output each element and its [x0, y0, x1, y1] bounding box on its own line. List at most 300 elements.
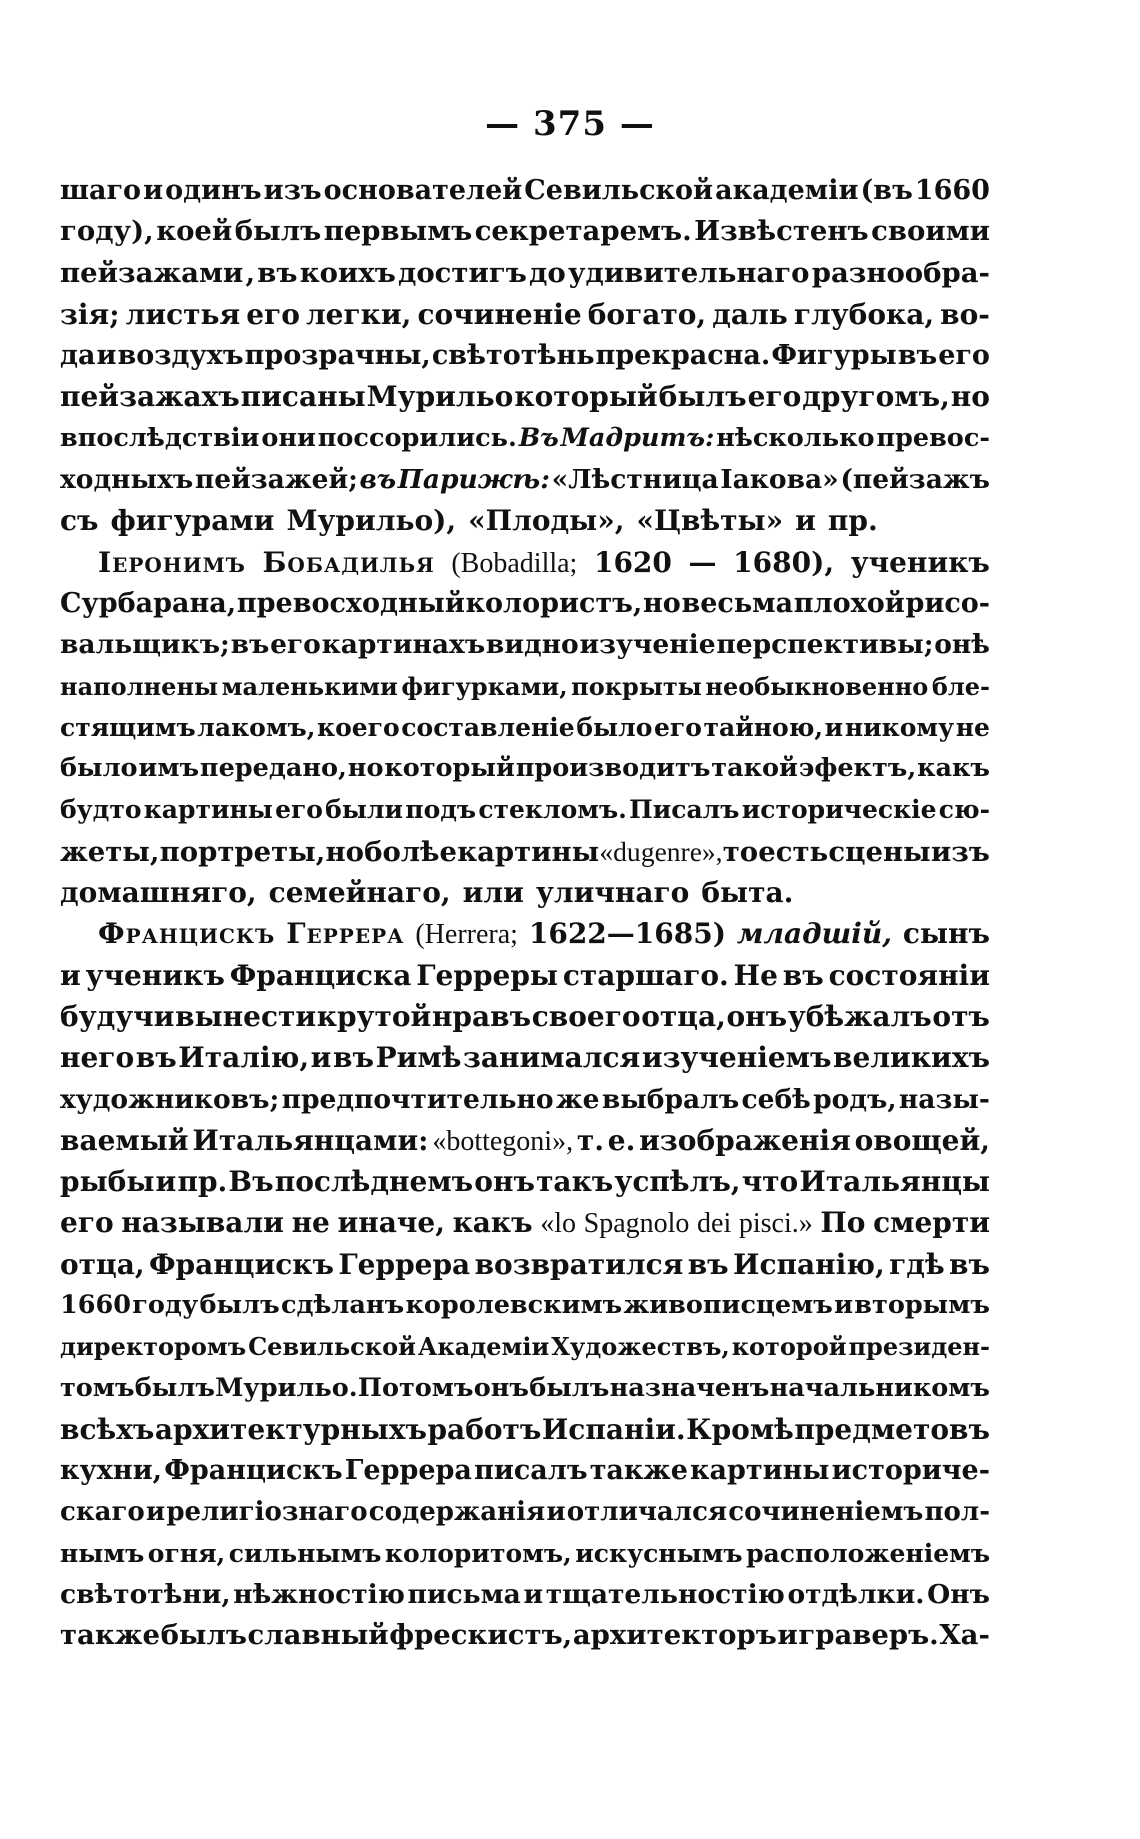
word: всѣхъ: [60, 1412, 155, 1446]
word: пейзажами: [60, 256, 244, 289]
text-line: [60, 1037, 990, 1078]
word: Spagnolo: [583, 1208, 690, 1240]
word: предпочтительно: [281, 1083, 554, 1115]
text-line: [60, 211, 990, 252]
word: видно: [485, 629, 579, 661]
word: Въ: [518, 422, 559, 453]
word: они: [261, 422, 316, 453]
word: передано,: [199, 753, 347, 784]
text-line: [60, 1450, 990, 1491]
word: историческіе: [741, 795, 937, 825]
word: успѣлъ,: [614, 1165, 741, 1199]
word: содержанія: [368, 1496, 546, 1527]
word: сдѣланъ: [280, 1290, 405, 1321]
text-line: [60, 1161, 990, 1202]
word: такой: [711, 753, 798, 784]
word: онъ: [726, 999, 788, 1033]
text-line: [60, 1615, 990, 1656]
text-line: [60, 1202, 990, 1243]
word: картины: [690, 1455, 830, 1487]
word: genre»,: [640, 835, 723, 867]
word: никому: [844, 712, 955, 742]
word: въ: [782, 958, 824, 992]
word: Академіи: [417, 1332, 550, 1362]
word: Фигуры: [771, 340, 897, 372]
word: изъ: [930, 835, 990, 868]
word: живописцемъ: [623, 1290, 833, 1321]
text-line: [60, 1409, 990, 1450]
text-line: [60, 831, 990, 872]
word: скаго: [60, 1496, 145, 1527]
word: подъ: [405, 795, 477, 825]
text-line: [60, 542, 990, 583]
word: прозрачны,: [244, 340, 431, 372]
word: и: [777, 1619, 798, 1652]
word: Сурбарана,: [60, 587, 237, 619]
text-line: [60, 583, 990, 624]
word: (въ: [860, 175, 913, 206]
word: архитекторъ: [572, 1619, 777, 1652]
word: и: [143, 175, 164, 206]
word: писаны: [240, 380, 366, 414]
word: Геррера: [338, 1247, 471, 1281]
word: также: [589, 1455, 688, 1487]
word: эфектъ,: [798, 753, 917, 784]
word: 1660: [60, 1290, 131, 1321]
word: есть: [758, 835, 829, 868]
word: листья: [125, 297, 241, 331]
word: Художествъ,: [551, 1332, 730, 1362]
word: сынъ: [902, 917, 990, 951]
word: плохой: [793, 587, 905, 619]
word: впослѣдствіи: [60, 422, 260, 453]
word: онъ: [474, 1165, 535, 1199]
word: пр.: [827, 504, 878, 538]
word: картинахъ: [321, 629, 486, 661]
word: нѣсколько: [716, 422, 875, 453]
word: пр.: [177, 1165, 228, 1199]
text-line: [60, 294, 990, 335]
word: Мурильо),: [286, 504, 457, 538]
word: выбралъ: [601, 1083, 740, 1115]
word: е.: [607, 1123, 636, 1157]
text-line: [60, 748, 990, 789]
word: кухни,: [60, 1455, 163, 1487]
word: легки,: [305, 297, 412, 331]
word: одинъ: [165, 175, 262, 206]
word: рыбы: [60, 1165, 155, 1199]
word: его: [270, 629, 321, 661]
word: Итальянцы: [799, 1165, 990, 1199]
text-line: [60, 376, 990, 417]
word: коей: [156, 215, 233, 248]
word: фрескистъ,: [389, 1619, 573, 1652]
word: рисо-: [905, 587, 990, 619]
word: Францискъ: [164, 1455, 343, 1487]
word: первымъ: [323, 215, 473, 248]
word: его: [60, 1206, 114, 1240]
word: его: [747, 380, 802, 414]
text-line: [60, 872, 990, 913]
word: Кромѣ: [686, 1412, 794, 1446]
word: отъ: [932, 999, 990, 1033]
word: и: [60, 958, 81, 992]
text-line: [60, 666, 990, 707]
word: болѣе: [364, 835, 458, 868]
word: было: [60, 753, 138, 784]
word: что: [741, 1165, 799, 1199]
word: Итальянцами:: [192, 1123, 429, 1157]
word: изученіе: [579, 629, 716, 661]
word: какъ: [452, 1206, 533, 1240]
word: Извѣстенъ: [694, 215, 869, 248]
word: тайною,: [703, 712, 824, 742]
word: Мурильо.: [215, 1372, 358, 1403]
word: изъ: [263, 175, 322, 206]
word: занимался: [463, 1041, 641, 1075]
word: секретаремъ.: [474, 215, 692, 248]
word: маленькими: [221, 671, 398, 701]
word: въ: [257, 256, 298, 289]
word: сцены: [828, 835, 931, 868]
text-line: [60, 1574, 990, 1615]
word: великихъ: [833, 1041, 990, 1075]
word: королевскимъ: [405, 1290, 623, 1321]
word: Потомъ: [357, 1372, 474, 1403]
word: назы-: [898, 1083, 990, 1115]
word: работъ: [427, 1412, 542, 1446]
word: возвратился: [474, 1247, 684, 1281]
word: нымъ: [60, 1538, 145, 1568]
word: историче-: [831, 1455, 990, 1487]
word: директоромъ: [60, 1332, 247, 1362]
word: изображенія: [639, 1123, 851, 1157]
word: Севильской: [524, 175, 714, 206]
word: бле-: [931, 671, 990, 701]
text-line: [60, 418, 990, 459]
word: огня,: [147, 1538, 226, 1568]
word: сильнымъ: [228, 1538, 382, 1568]
word: начальникомъ: [769, 1372, 990, 1403]
word: ,: [245, 256, 256, 289]
word: его: [246, 297, 300, 331]
word: художниковъ;: [60, 1083, 280, 1115]
word: коего: [317, 712, 400, 742]
word: Бобадилья: [262, 545, 435, 579]
text-line: [60, 1368, 990, 1409]
word: убѣжалъ: [787, 999, 932, 1033]
word: свѣтотѣнь: [431, 340, 595, 372]
word: которой: [731, 1332, 847, 1362]
word: «Плоды»,: [468, 504, 625, 538]
word: прекрасна.: [595, 340, 771, 372]
word: т.: [576, 1123, 604, 1157]
text-line: [60, 955, 990, 996]
word: старшаго.: [562, 958, 729, 992]
word: Парижѣ:: [397, 464, 551, 496]
word: томъ: [60, 1372, 135, 1403]
word: его: [275, 795, 323, 825]
word: сочиненіемъ: [728, 1496, 924, 1527]
word: и: [834, 1290, 853, 1321]
word: 1660: [914, 175, 990, 206]
word: въ: [897, 340, 938, 372]
word: Севильской: [248, 1332, 416, 1362]
word: Мурильо: [366, 380, 514, 414]
word: своими: [871, 215, 990, 248]
word: перспективы;: [716, 629, 934, 661]
word: себѣ: [741, 1083, 811, 1115]
word: будучи: [60, 999, 175, 1033]
text-line: [60, 253, 990, 294]
word: но: [642, 587, 681, 619]
word: весьма: [681, 587, 794, 619]
word: до: [529, 256, 566, 289]
word: его: [938, 340, 990, 372]
word: нѣжностію: [233, 1579, 405, 1611]
word: основателей: [323, 175, 523, 206]
word: президен-: [848, 1332, 990, 1362]
word: искуснымъ: [575, 1538, 743, 1568]
word: же: [555, 1083, 600, 1115]
word: назначенъ: [609, 1372, 770, 1403]
word: воздухъ: [117, 340, 244, 372]
word: быта.: [701, 876, 794, 910]
word: его: [653, 712, 702, 742]
word: Испанію,: [733, 1247, 885, 1281]
word: другомъ,: [802, 380, 950, 414]
word: онъ: [473, 1372, 529, 1403]
word: пейзажей;: [194, 464, 358, 496]
text-line: [60, 335, 990, 376]
word: было: [576, 712, 653, 742]
word: Францискъ: [148, 1247, 334, 1281]
word: Францискъ: [98, 917, 276, 951]
word: семейнаго,: [268, 876, 451, 910]
word: Италію,: [178, 1041, 310, 1075]
word: колоритомъ,: [384, 1538, 572, 1568]
word: глубока,: [793, 297, 935, 331]
word: (пейзажъ: [840, 464, 990, 496]
word: «bottegoni»,: [432, 1125, 574, 1157]
word: него: [60, 1041, 135, 1075]
word: въ: [135, 1041, 177, 1075]
word: тщательностію: [545, 1579, 785, 1611]
word: имъ: [138, 753, 200, 784]
text-line: [60, 1285, 990, 1326]
word: гдѣ: [889, 1247, 945, 1281]
page-number: — 375 —: [485, 104, 655, 144]
word: и: [546, 1496, 566, 1527]
word: былъ: [134, 1372, 215, 1403]
word: превос-: [876, 422, 990, 453]
word: dei: [697, 1208, 732, 1240]
word: достигъ: [398, 256, 527, 289]
word: онѣ: [934, 629, 990, 661]
word: расположеніемъ: [746, 1538, 990, 1568]
word: и: [310, 1041, 332, 1075]
text-line: [60, 1244, 990, 1285]
word: но: [325, 835, 364, 868]
word: отца,: [641, 999, 726, 1033]
word: фигурками,: [401, 671, 568, 701]
text-line: [60, 1120, 990, 1161]
word: стекломъ.: [478, 795, 627, 825]
word: ученикъ: [850, 545, 990, 579]
word: лакомъ,: [197, 712, 316, 742]
word: сю-: [938, 795, 990, 825]
word: Геррера: [286, 917, 405, 951]
word: —: [688, 545, 717, 579]
text-line: [60, 789, 990, 830]
word: который: [384, 753, 515, 784]
word: По: [820, 1206, 866, 1240]
word: сочиненіе: [417, 297, 582, 331]
word: Писалъ: [629, 795, 740, 825]
word: превосходный: [236, 587, 465, 619]
word: былъ: [199, 1290, 280, 1321]
word: богато,: [587, 297, 707, 331]
word: жеты,: [60, 835, 160, 868]
word: покрыты: [571, 671, 702, 701]
word: не: [291, 1206, 330, 1240]
word: въ: [230, 629, 270, 661]
word: послѣднемъ: [274, 1165, 474, 1199]
word: не: [955, 712, 990, 742]
word: Испаніи.: [541, 1412, 686, 1446]
word: иначе,: [337, 1206, 445, 1240]
word: отдѣлки.: [787, 1579, 925, 1611]
word: смерти: [873, 1206, 990, 1240]
word: архитектурныхъ: [154, 1412, 427, 1446]
word: ваемый: [60, 1123, 189, 1157]
word: Мадритъ:: [560, 422, 715, 453]
word: (Bobadilla;: [451, 547, 578, 579]
word: году: [132, 1290, 199, 1321]
word: и: [96, 340, 117, 372]
word: вынести: [175, 999, 317, 1033]
word: Іакова»: [720, 464, 839, 496]
word: будто: [60, 795, 142, 825]
text-line: [60, 459, 990, 500]
word: вторымъ: [854, 1290, 990, 1321]
text-line: [60, 707, 990, 748]
word: называли: [121, 1206, 284, 1240]
word: во-: [940, 297, 990, 331]
word: наполнены: [60, 671, 219, 701]
word: состояніи: [828, 958, 990, 992]
word: нравъ: [431, 999, 532, 1033]
word: «Лѣстница: [551, 464, 719, 496]
word: съ: [60, 504, 99, 538]
word: и: [824, 712, 844, 742]
word: граверъ.: [798, 1619, 939, 1652]
word: пол-: [924, 1496, 990, 1527]
word: былъ: [529, 1372, 610, 1403]
text-line: [60, 500, 990, 541]
word: 1620: [593, 545, 672, 579]
word: ученикъ: [85, 958, 225, 992]
word: «du: [599, 835, 641, 867]
word: но: [950, 380, 990, 414]
word: pisci.»: [738, 1208, 813, 1240]
text-line: [60, 996, 990, 1037]
word: академіи: [715, 175, 859, 206]
word: младшій,: [736, 917, 892, 951]
word: письма: [407, 1579, 521, 1611]
text-line: [60, 624, 990, 665]
word: писалъ: [474, 1455, 588, 1487]
word: то: [722, 835, 759, 868]
word: Герреры: [416, 958, 558, 992]
text-line: [60, 1326, 990, 1367]
word: Франциска: [229, 958, 412, 992]
word: отличался: [566, 1496, 728, 1527]
word: и: [155, 1165, 177, 1199]
word: разнообра-: [811, 256, 990, 289]
word: крутой: [316, 999, 432, 1033]
word: картины: [143, 795, 273, 825]
word: необыкновенно: [705, 671, 929, 701]
word: ходныхъ: [60, 464, 194, 496]
word: «lo: [540, 1208, 577, 1240]
word: стящимъ: [60, 712, 196, 742]
word: поссорились.: [317, 422, 517, 453]
word: также: [60, 1619, 160, 1652]
text-line: [60, 1492, 990, 1533]
word: былъ: [234, 215, 322, 248]
word: даль: [712, 297, 788, 331]
word: и: [523, 1579, 544, 1611]
word: 1622—1685): [528, 917, 726, 951]
word: славный: [247, 1619, 389, 1652]
text-line: [60, 1079, 990, 1120]
word: производитъ: [515, 753, 711, 784]
word: зія;: [60, 297, 120, 331]
word: фигурами: [110, 504, 275, 538]
word: овощей,: [854, 1123, 990, 1157]
word: да: [60, 340, 96, 372]
word: Въ: [228, 1165, 274, 1199]
word: (Herrera;: [415, 919, 518, 951]
word: «Цвѣты»: [636, 504, 784, 538]
word: Ха-: [939, 1619, 990, 1652]
word: 1680),: [733, 545, 835, 579]
word: былъ: [160, 1619, 247, 1652]
word: портреты,: [159, 835, 326, 868]
word: религіознаго: [166, 1496, 368, 1527]
body-text: [60, 170, 990, 1657]
word: шаго: [60, 175, 142, 206]
word: но: [347, 753, 384, 784]
word: составленіе: [401, 712, 575, 742]
word: домашняго,: [60, 876, 257, 910]
word: Римѣ: [375, 1041, 462, 1075]
word: былъ: [658, 380, 747, 414]
word: свѣтотѣни,: [60, 1579, 231, 1611]
word: уличнаго: [535, 876, 690, 910]
word: картины: [457, 835, 600, 868]
word: году),: [60, 215, 154, 248]
word: такъ: [536, 1165, 614, 1199]
word: въ: [359, 464, 397, 496]
word: Іеронимъ: [98, 545, 246, 579]
word: въ: [687, 1247, 729, 1281]
word: своего: [531, 999, 641, 1033]
word: въ: [949, 1247, 990, 1281]
word: какъ: [917, 753, 990, 784]
word: въ: [333, 1041, 374, 1075]
